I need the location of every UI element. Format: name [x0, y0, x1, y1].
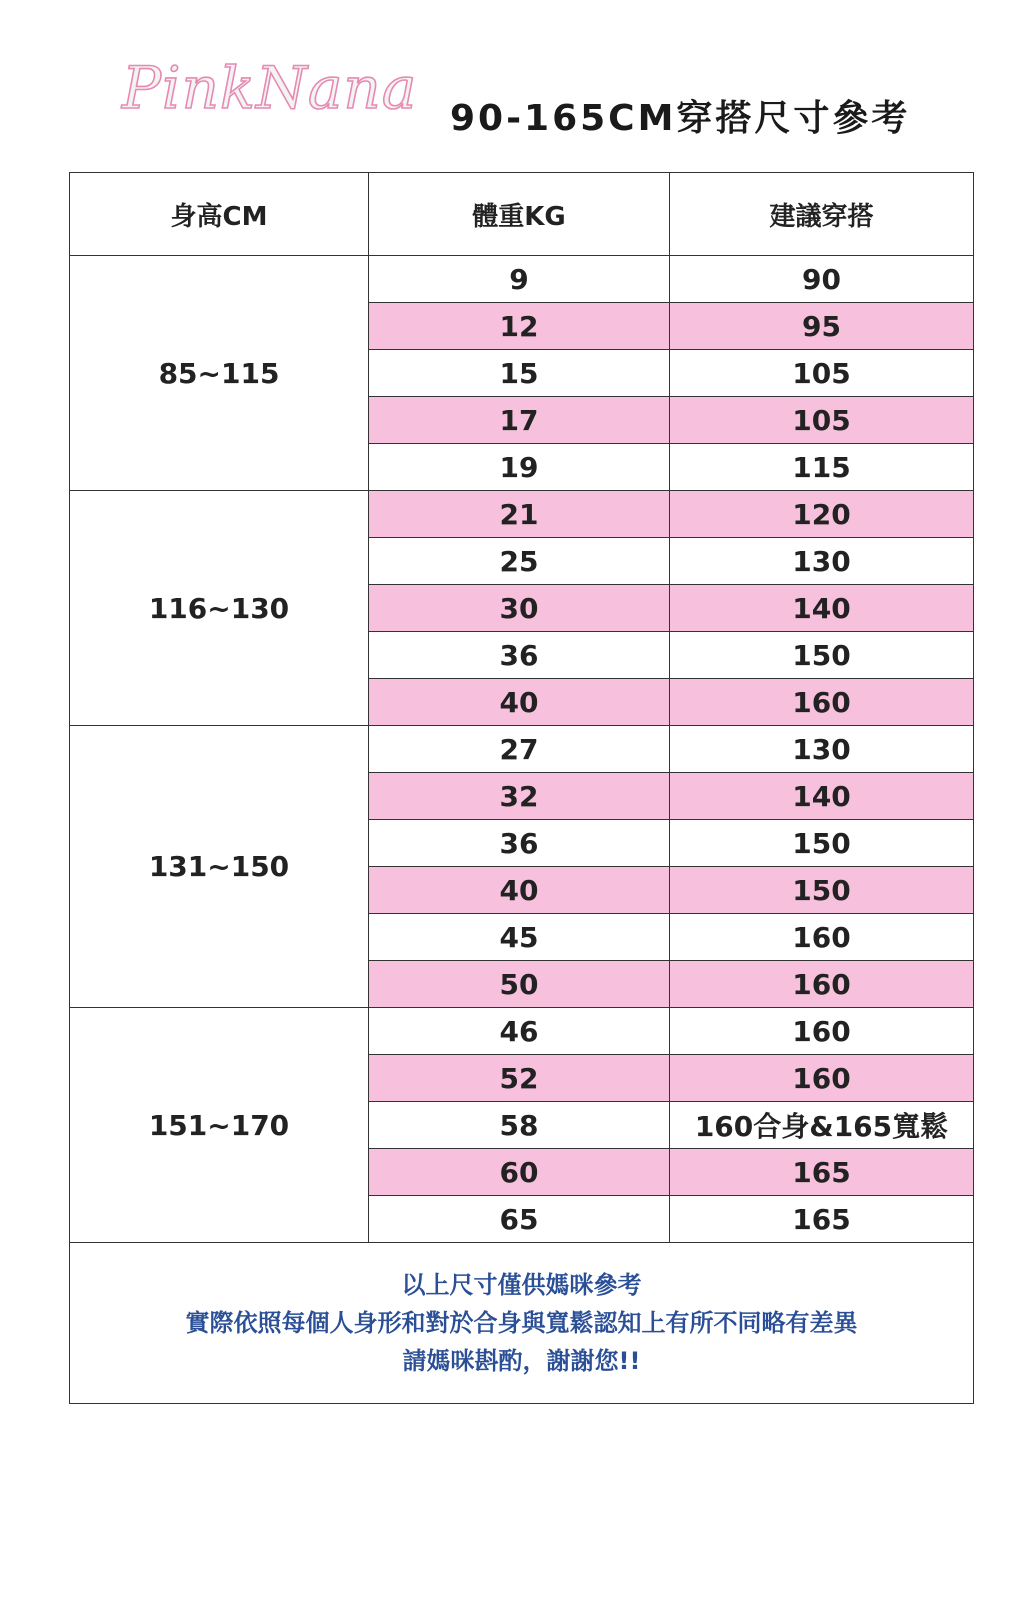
suggested-size-cell: 150	[670, 820, 974, 867]
height-range-cell: 131~150	[70, 726, 369, 1008]
suggested-size-cell: 160	[670, 1055, 974, 1102]
height-range-cell: 116~130	[70, 491, 369, 726]
weight-cell: 21	[369, 491, 670, 538]
suggested-size-cell: 140	[670, 585, 974, 632]
header	[0, 50, 1024, 150]
suggested-size-cell: 160	[670, 679, 974, 726]
brand-logo: PinkNana	[122, 54, 418, 122]
suggested-size-cell: 160	[670, 914, 974, 961]
table-row	[70, 256, 974, 303]
suggested-size-cell: 165	[670, 1196, 974, 1243]
weight-cell: 40	[369, 867, 670, 914]
table-row	[70, 1008, 974, 1055]
table-row	[70, 726, 974, 773]
weight-cell: 45	[369, 914, 670, 961]
note-row	[70, 1243, 974, 1404]
weight-cell: 27	[369, 726, 670, 773]
weight-cell: 17	[369, 397, 670, 444]
weight-cell: 30	[369, 585, 670, 632]
suggested-size-cell: 140	[670, 773, 974, 820]
note-line: 請媽咪斟酌，謝謝您!!	[402, 1347, 641, 1375]
suggested-size-cell: 115	[670, 444, 974, 491]
height-range-cell: 151~170	[70, 1008, 369, 1243]
size-chart-table	[69, 172, 974, 1404]
column-header-size: 建議穿搭	[670, 173, 974, 256]
suggested-size-cell: 160	[670, 961, 974, 1008]
note-line: 以上尺寸僅供媽咪參考	[401, 1271, 642, 1299]
weight-cell: 36	[369, 820, 670, 867]
suggested-size-cell: 105	[670, 350, 974, 397]
suggested-size-cell: 165	[670, 1149, 974, 1196]
weight-cell: 46	[369, 1008, 670, 1055]
weight-cell: 25	[369, 538, 670, 585]
weight-cell: 58	[369, 1102, 670, 1149]
weight-cell: 52	[369, 1055, 670, 1102]
suggested-size-cell: 160合身&165寬鬆	[670, 1102, 974, 1149]
weight-cell: 9	[369, 256, 670, 303]
suggested-size-cell: 95	[670, 303, 974, 350]
suggested-size-cell: 130	[670, 538, 974, 585]
weight-cell: 65	[369, 1196, 670, 1243]
table-row	[70, 491, 974, 538]
weight-cell: 32	[369, 773, 670, 820]
suggested-size-cell: 90	[670, 256, 974, 303]
suggested-size-cell: 120	[670, 491, 974, 538]
page-title: 90-165CM穿搭尺寸參考	[450, 98, 911, 139]
weight-cell: 15	[369, 350, 670, 397]
suggested-size-cell: 160	[670, 1008, 974, 1055]
suggested-size-cell: 150	[670, 867, 974, 914]
note-cell	[70, 1243, 974, 1404]
weight-cell: 12	[369, 303, 670, 350]
height-range-cell: 85~115	[70, 256, 369, 491]
note-line: 實際依照每個人身形和對於合身與寬鬆認知上有所不同略有差異	[185, 1309, 858, 1337]
suggested-size-cell: 105	[670, 397, 974, 444]
suggested-size-cell: 150	[670, 632, 974, 679]
table-body	[70, 256, 974, 1243]
suggested-size-cell: 130	[670, 726, 974, 773]
weight-cell: 50	[369, 961, 670, 1008]
weight-cell: 60	[369, 1149, 670, 1196]
column-header-weight: 體重KG	[369, 173, 670, 256]
column-header-height: 身高CM	[70, 173, 369, 256]
weight-cell: 19	[369, 444, 670, 491]
table-header-row	[70, 173, 974, 256]
weight-cell: 36	[369, 632, 670, 679]
weight-cell: 40	[369, 679, 670, 726]
